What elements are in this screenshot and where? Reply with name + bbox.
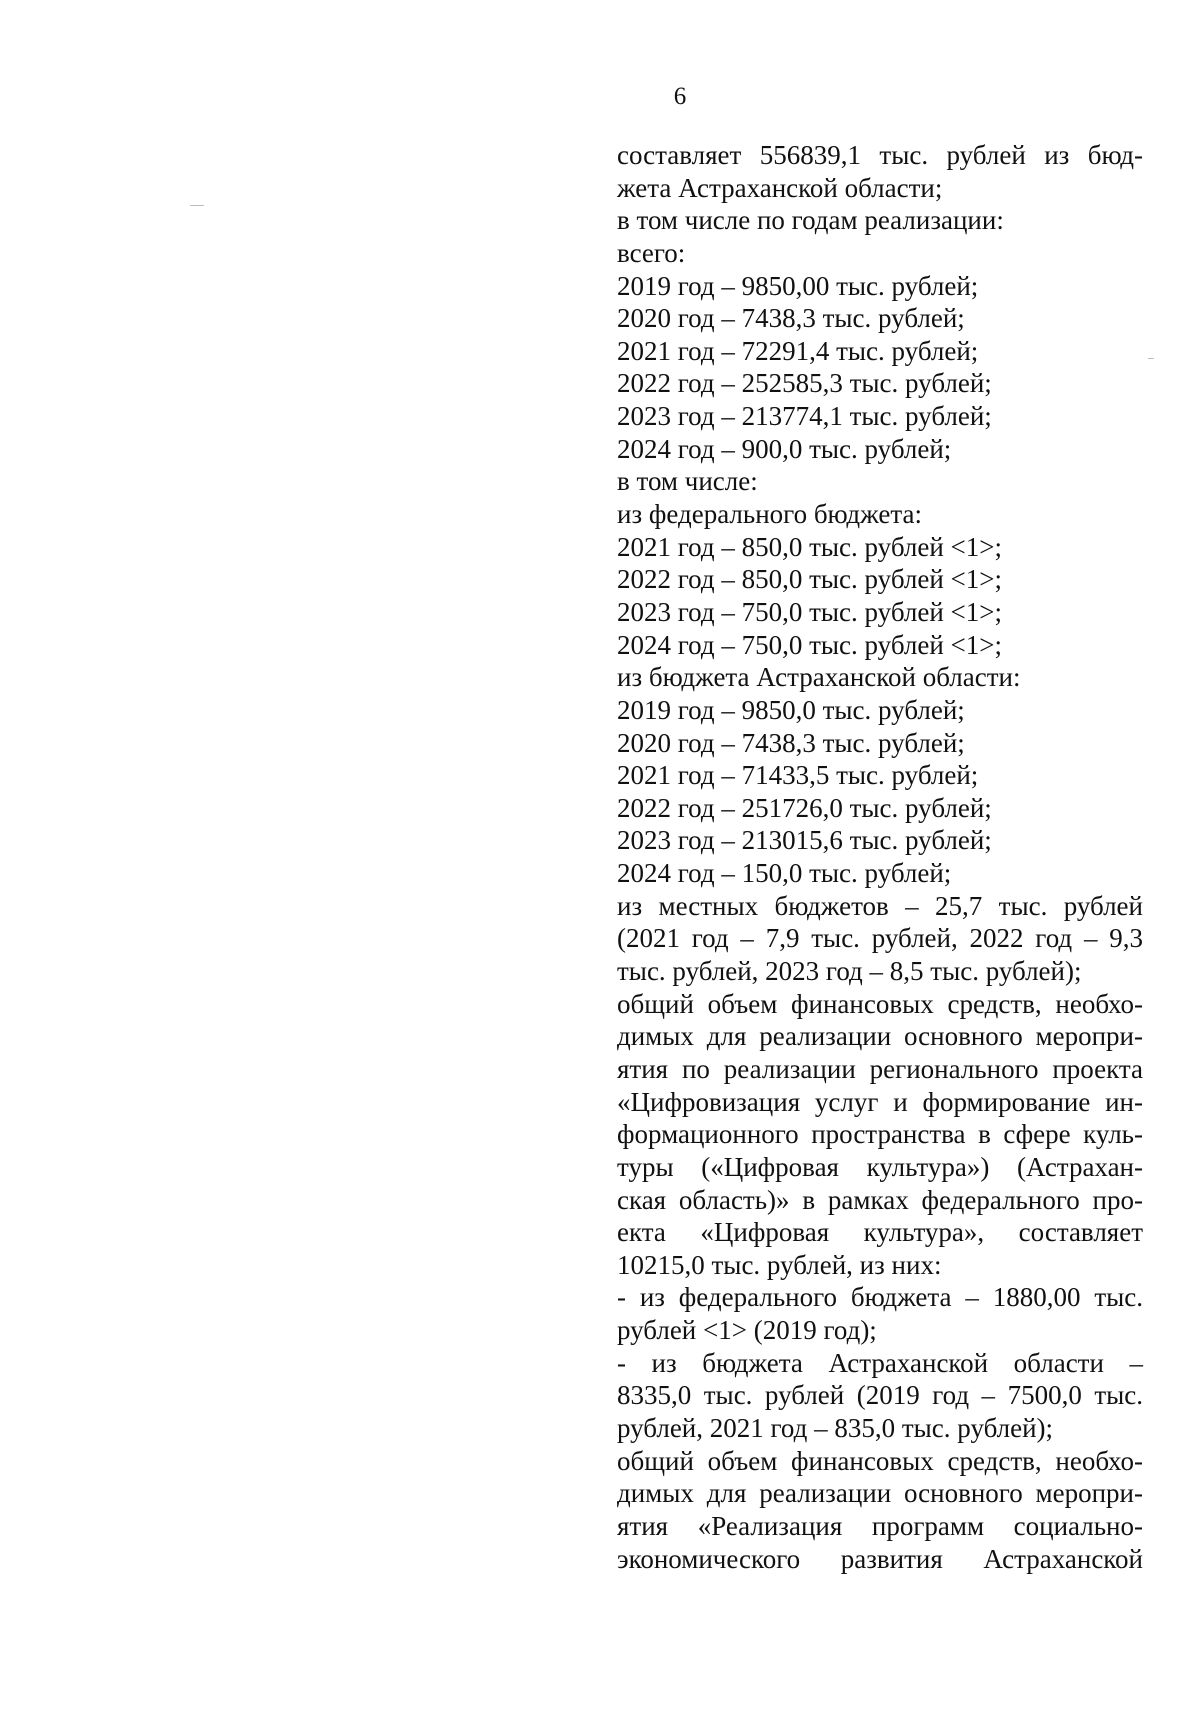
text-line: всего: <box>617 237 686 268</box>
text-line: 2023 год – 750,0 тыс. рублей <1>; <box>617 596 1003 627</box>
text-line: 2022 год – 251726,0 тыс. рублей; <box>617 792 992 823</box>
text-line: (2021 год – 7,9 тыс. рублей, 2022 год – 9,3 <box>617 923 1143 954</box>
text-line: жета Астраханской области; <box>617 172 943 203</box>
scan-speck <box>190 205 204 206</box>
text-line: формационного пространства в сфере куль- <box>617 1119 1143 1150</box>
text-line: 2021 год – 72291,4 тыс. рублей; <box>617 335 979 366</box>
text-line: 2020 год – 7438,3 тыс. рублей; <box>617 727 965 758</box>
text-line: «Цифровизация услуг и формирование ин- <box>617 1086 1143 1117</box>
text-line: тыс. рублей, 2023 год – 8,5 тыс. рублей); <box>617 956 1082 987</box>
text-line: ятия «Реализация программ социально- <box>617 1510 1143 1541</box>
text-line: общий объем финансовых средств, необхо- <box>617 1445 1143 1476</box>
text-line: 2022 год – 252585,3 тыс. рублей; <box>617 368 992 399</box>
text-line: из местных бюджетов – 25,7 тыс. рублей <box>617 890 1143 921</box>
text-line: 2024 год – 150,0 тыс. рублей; <box>617 858 952 889</box>
text-line: 2023 год – 213015,6 тыс. рублей; <box>617 825 992 856</box>
text-line: - из бюджета Астраханской области – <box>617 1347 1143 1378</box>
text-line: 2019 год – 9850,00 тыс. рублей; <box>617 270 979 301</box>
text-line: экономического развития Астраханской <box>617 1543 1143 1574</box>
text-line: 10215,0 тыс. рублей, из них: <box>617 1249 942 1280</box>
text-line: туры («Цифровая культура») (Астрахан- <box>617 1151 1143 1182</box>
text-line: составляет 556839,1 тыс. рублей из бюд- <box>617 140 1143 170</box>
text-line: - из федерального бюджета – 1880,00 тыс. <box>617 1282 1143 1313</box>
text-line: 2021 год – 850,0 тыс. рублей <1>; <box>617 531 1003 562</box>
text-line: рублей, 2021 год – 835,0 тыс. рублей); <box>617 1412 1054 1443</box>
text-line: екта «Цифровая культура», составляет <box>617 1217 1143 1248</box>
text-line: рублей <1> (2019 год); <box>617 1315 877 1346</box>
text-line: димых для реализации основного меропри- <box>617 1478 1143 1509</box>
text-line: 2021 год – 71433,5 тыс. рублей; <box>617 760 979 791</box>
text-line: 2024 год – 750,0 тыс. рублей <1>; <box>617 629 1003 660</box>
text-line: димых для реализации основного меропри- <box>617 1021 1143 1052</box>
text-line: 2019 год – 9850,0 тыс. рублей; <box>617 694 965 725</box>
text-line: ятия по реализации регионального проекта <box>617 1053 1143 1084</box>
text-line: в том числе по годам реализации: <box>617 205 1004 236</box>
text-line: общий объем финансовых средств, необхо- <box>617 988 1143 1019</box>
text-line: 8335,0 тыс. рублей (2019 год – 7500,0 тыс. <box>617 1380 1143 1411</box>
text-line: из бюджета Астраханской области: <box>617 662 1021 693</box>
text-line: из федерального бюджета: <box>617 499 922 530</box>
body-text-column <box>617 139 1143 1575</box>
page-number: 6 <box>673 83 687 110</box>
text-line: 2024 год – 900,0 тыс. рублей; <box>617 433 952 464</box>
text-line: 2020 год – 7438,3 тыс. рублей; <box>617 303 965 334</box>
text-line: 2023 год – 213774,1 тыс. рублей; <box>617 401 992 432</box>
text-line: в том числе: <box>617 466 758 497</box>
text-line: ская область)» в рамках федерального про- <box>617 1184 1143 1215</box>
text-line: 2022 год – 850,0 тыс. рублей <1>; <box>617 564 1003 595</box>
scan-speck <box>1148 358 1154 359</box>
